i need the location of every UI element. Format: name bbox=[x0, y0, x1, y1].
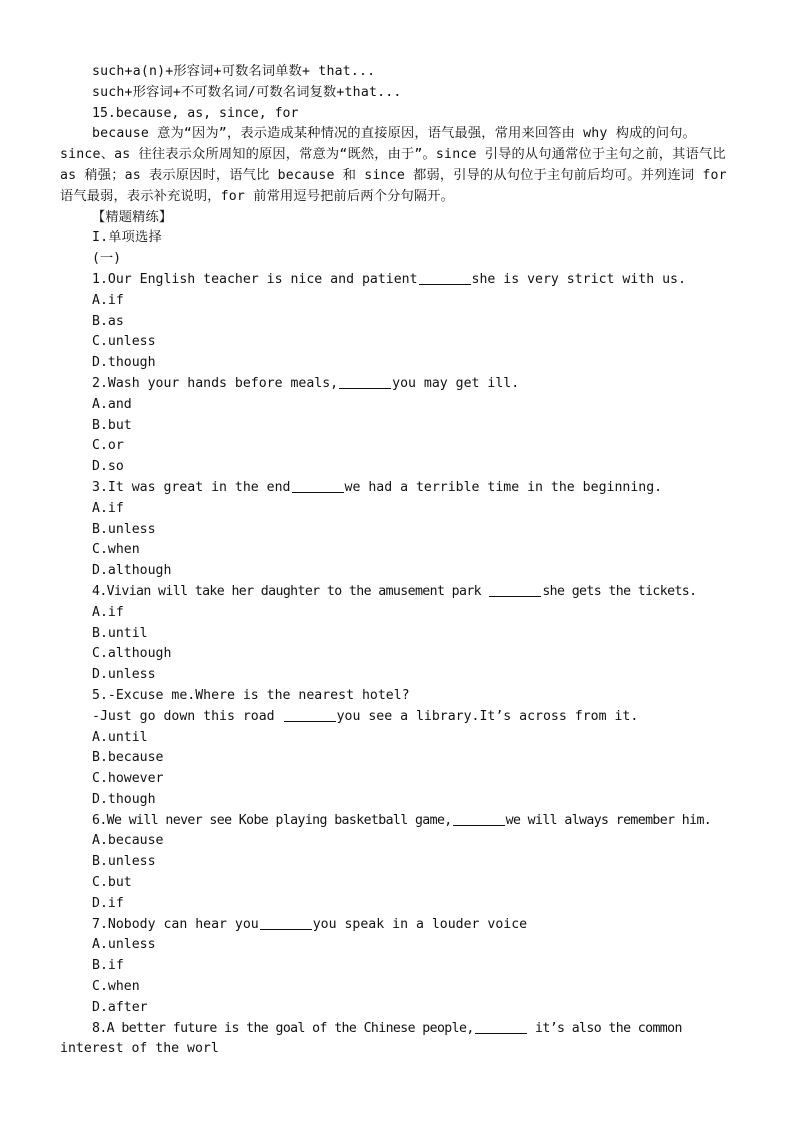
option-3b: B.unless bbox=[92, 521, 156, 537]
question-8-stem-b: it’s also the common bbox=[527, 1020, 682, 1036]
question-7-stem-b: you speak in a louder voice bbox=[312, 916, 528, 932]
question-7-stem bbox=[60, 915, 736, 936]
question-5-prompt: 5.-Excuse me.Where is the nearest hotel? bbox=[92, 687, 410, 703]
option-2d: D.so bbox=[92, 459, 124, 475]
option-5d: D.though bbox=[92, 791, 156, 807]
answer-blank bbox=[453, 812, 505, 826]
option-6a: A.because bbox=[92, 833, 164, 849]
question-1-stem-a: 1.Our English teacher is nice and patient bbox=[92, 271, 418, 287]
question-6-stem bbox=[60, 811, 736, 832]
section-sub: (一) bbox=[92, 251, 122, 267]
answer-blank bbox=[475, 1020, 527, 1034]
option-1c: C.unless bbox=[92, 334, 156, 350]
question-2-stem-b: you may get ill. bbox=[392, 375, 520, 391]
question-6-stem-b: we will always remember him. bbox=[505, 812, 712, 828]
section-title: 【精题精练】 bbox=[92, 209, 173, 225]
answer-blank bbox=[489, 583, 541, 597]
option-7a: A.unless bbox=[92, 937, 156, 953]
option-2c: C.or bbox=[92, 438, 124, 454]
question-8-stem-continued: interest of the worl bbox=[60, 1041, 219, 1057]
option-5b: B.because bbox=[92, 750, 164, 766]
option-3c: C.when bbox=[92, 542, 140, 558]
option-6c: C.but bbox=[92, 875, 132, 891]
question-6-stem-a: 6.We will never see Kobe playing basketball game, bbox=[92, 812, 452, 828]
option-4d: D.unless bbox=[92, 667, 156, 683]
option-7c: C.when bbox=[92, 979, 140, 995]
answer-blank bbox=[284, 708, 336, 722]
question-2-stem-a: 2.Wash your hands before meals, bbox=[92, 375, 339, 391]
question-5-stem-b: you see a library.It’s across from it. bbox=[336, 708, 639, 724]
question-1-stem bbox=[60, 270, 736, 291]
answer-blank bbox=[419, 271, 471, 285]
question-4-stem bbox=[60, 582, 736, 603]
option-3a: A.if bbox=[92, 500, 124, 516]
question-4-stem-a: 4.Vivian will take her daughter to the amusement park bbox=[92, 583, 489, 599]
question-3-stem-a: 3.It was great in the end bbox=[92, 479, 291, 495]
option-1d: D.though bbox=[92, 355, 156, 371]
option-6b: B.unless bbox=[92, 854, 156, 870]
question-5-stem-a: -Just go down this road bbox=[92, 708, 283, 724]
question-7-stem-a: 7.Nobody can hear you bbox=[92, 916, 259, 932]
note-such-a: such+a(n)+形容词+可数名词单数+ that... bbox=[92, 64, 376, 79]
option-5a: A.until bbox=[92, 729, 148, 745]
question-8-stem bbox=[60, 1019, 736, 1040]
question-1-stem-b: she is very strict with us. bbox=[471, 271, 686, 287]
section-part: I.单项选择 bbox=[92, 230, 162, 246]
option-4a: A.if bbox=[92, 604, 124, 620]
option-3d: D.although bbox=[92, 563, 172, 579]
option-1b: B.as bbox=[92, 313, 124, 329]
option-4c: C.although bbox=[92, 646, 172, 662]
option-4b: B.until bbox=[92, 625, 148, 641]
option-6d: D.if bbox=[92, 895, 124, 911]
question-8-stem-a: 8.A better future is the goal of the Chinese people, bbox=[92, 1020, 474, 1036]
option-7d: D.after bbox=[92, 999, 148, 1015]
option-2a: A.and bbox=[92, 396, 132, 412]
option-1a: A.if bbox=[92, 292, 124, 308]
option-5c: C.however bbox=[92, 771, 164, 787]
document-content bbox=[60, 62, 736, 1060]
note-such-adj: such+形容词+不可数名词/可数名词复数+that... bbox=[92, 84, 402, 100]
note-explanation: because 意为“因为”，表示造成某种情况的直接原因，语气最强，常用来回答由 why 构成的问句。since、as 往往表示众所周知的原因，常意为“既然，由于”。since 引导的从句通常位于主句之前，其语气比 as 稍强；as 表示原因时，语气比 because 和 since 都弱，引导的从句位于主句前后均可。并列连词 for 语气最弱，表示补充说明，for 前常用逗号把前后两个分句隔开。 bbox=[60, 126, 727, 204]
option-2b: B.but bbox=[92, 417, 132, 433]
question-4-stem-b: she gets the tickets. bbox=[542, 583, 697, 599]
note-heading-15: 15.because, as, since, for bbox=[92, 105, 299, 121]
answer-blank bbox=[260, 916, 312, 930]
question-3-stem bbox=[60, 478, 736, 499]
question-5-stem bbox=[60, 707, 736, 728]
option-7b: B.if bbox=[92, 958, 124, 974]
question-2-stem bbox=[60, 374, 736, 395]
answer-blank bbox=[339, 375, 391, 389]
question-3-stem-b: we had a terrible time in the beginning. bbox=[344, 479, 663, 495]
answer-blank bbox=[292, 479, 344, 493]
